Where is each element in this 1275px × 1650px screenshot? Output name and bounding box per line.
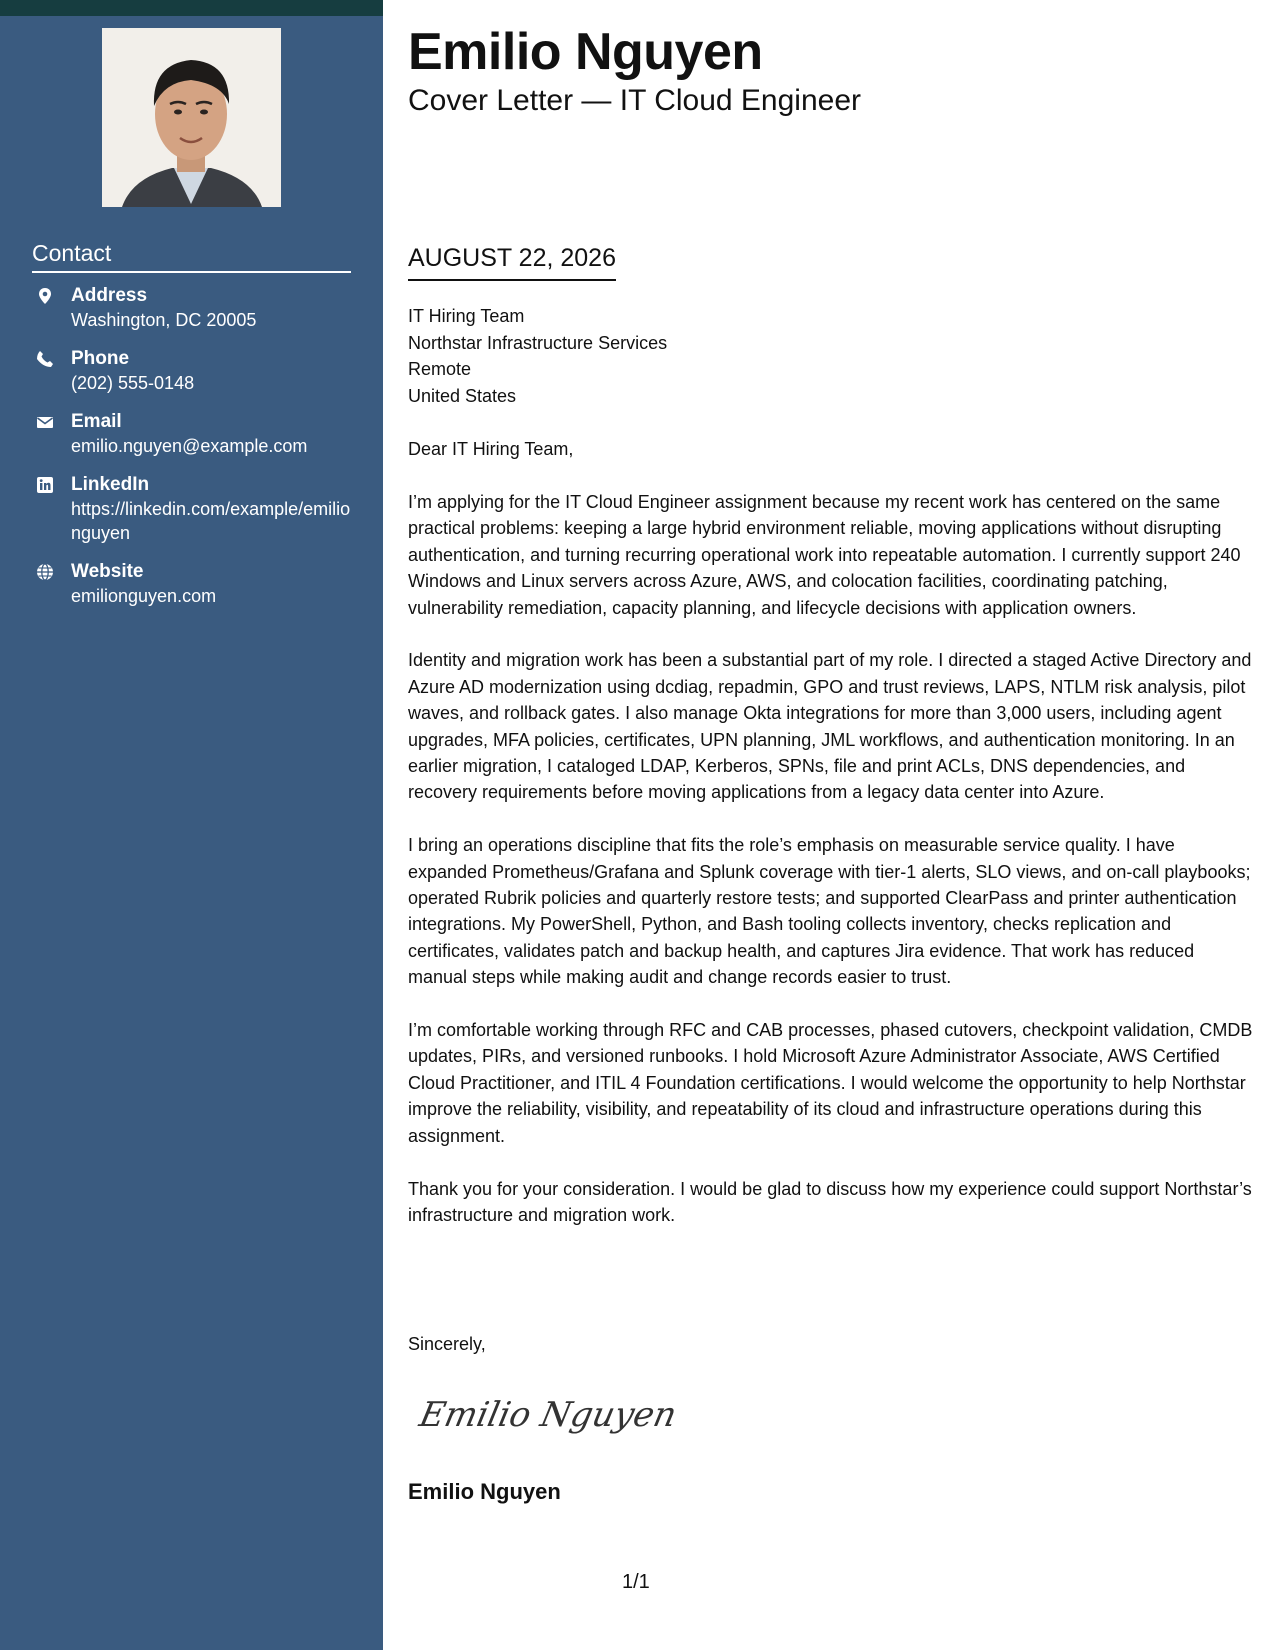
globe-icon	[36, 563, 54, 581]
contact-heading: Contact	[32, 240, 351, 273]
salutation: Dear IT Hiring Team,	[408, 439, 574, 459]
letter-date: AUGUST 22, 2026	[408, 244, 616, 281]
contact-label: Address	[71, 285, 148, 306]
linkedin-icon	[36, 476, 54, 494]
location-pin-icon	[36, 287, 54, 305]
body-paragraph: I bring an operations discipline that fits the role’s emphasis on measurable service quality. I have expanded Prometheus/Grafana and Splunk coverage with tier-1 alerts, SLO views, and on-call playbooks; operated Rubrik policies and quarterly restore tests; and supported ClearPass and printer authentication integrations. My PowerShell, Python, and Bash tooling collects inventory, checks replication and certificates, validates patch and backup health, and captures Jira evidence. That work has reduced manual steps while making audit and change records easier to trust.	[408, 835, 1251, 988]
contact-label: LinkedIn	[71, 474, 150, 495]
website-link[interactable]: emilionguyen.com	[71, 586, 217, 606]
recipient-block	[408, 303, 667, 409]
phone-icon	[36, 350, 54, 368]
envelope-icon	[36, 413, 54, 431]
email-link[interactable]: emilio.nguyen@example.com	[71, 436, 308, 456]
recipient-line: Remote	[408, 359, 472, 379]
letter-body	[408, 489, 1253, 1255]
handwritten-signature	[416, 1388, 680, 1453]
contact-value: Washington, DC 20005	[71, 310, 257, 330]
recipient-line: United States	[408, 385, 517, 406]
contact-email	[32, 410, 352, 458]
page-number: 1/1	[622, 1571, 650, 1593]
contact-label: Email	[71, 411, 122, 432]
recipient-line: Northstar Infrastructure Services	[408, 332, 668, 353]
recipient-line: IT Hiring Team	[408, 306, 525, 326]
body-paragraph: I’m comfortable working through RFC and CAB processes, phased cutovers, checkpoint validation, CMDB updates, PIRs, and versioned runbooks. I hold Microsoft Azure Administrator Associate, AWS Certified Cloud Practitioner, and ITIL 4 Foundation certifications. I would welcome the opportunity to help Northstar improve the reliability, visibility, and repeatability of its cloud and infrastructure operations during this assignment.	[408, 1020, 1253, 1146]
contact-website	[32, 560, 352, 608]
closing: Sincerely,	[408, 1334, 486, 1354]
sidebar-top-bar	[0, 0, 383, 16]
svg-text:Emilio Nguyen: Emilio Nguyen	[416, 1395, 680, 1435]
body-paragraph: Thank you for your consideration. I would be glad to discuss how my experience could support Northstar’s infrastructure and migration work.	[408, 1178, 1252, 1225]
contact-address	[32, 284, 352, 332]
contact-phone	[32, 347, 352, 395]
body-paragraph: I’m applying for the IT Cloud Engineer assignment because my recent work has centered on the same practical problems: keeping a large hybrid environment reliable, moving applications without disrupting authentication, and turning recurring operational work into repeatable automation. I currently support 240 Windows and Linux servers across Azure, AWS, and colocation facilities, coordinating patching, vulnerability remediation, capacity planning, and lifecycle decisions with application owners.	[408, 492, 1241, 618]
contact-list	[32, 284, 352, 623]
sidebar	[0, 0, 383, 1650]
contact-linkedin	[32, 473, 352, 545]
signer-name: Emilio Nguyen	[408, 1479, 561, 1504]
contact-value: (202) 555-0148	[71, 373, 195, 393]
applicant-name: Emilio Nguyen	[408, 23, 763, 81]
document-subtitle: Cover Letter — IT Cloud Engineer	[408, 84, 862, 117]
contact-label: Website	[71, 561, 144, 582]
contact-label: Phone	[71, 348, 130, 369]
linkedin-link[interactable]: https://linkedin.com/example/emilionguyen	[71, 499, 351, 543]
profile-photo	[102, 28, 281, 207]
body-paragraph: Identity and migration work has been a substantial part of my role. I directed a staged Active Directory and Azure AD modernization using dcdiag, repadmin, GPO and trust reviews, LAPS, NTLM risk analysis, pilot waves, and rollback gates. I also manage Okta integrations for more than 3,000 users, including agent upgrades, MFA policies, certificates, UPN planning, JML workflows, and authentication monitoring. In an earlier migration, I cataloged LDAP, Kerberos, SPNs, file and print ACLs, DNS dependencies, and recovery requirements before moving applications from a legacy data center into Azure.	[408, 650, 1252, 803]
